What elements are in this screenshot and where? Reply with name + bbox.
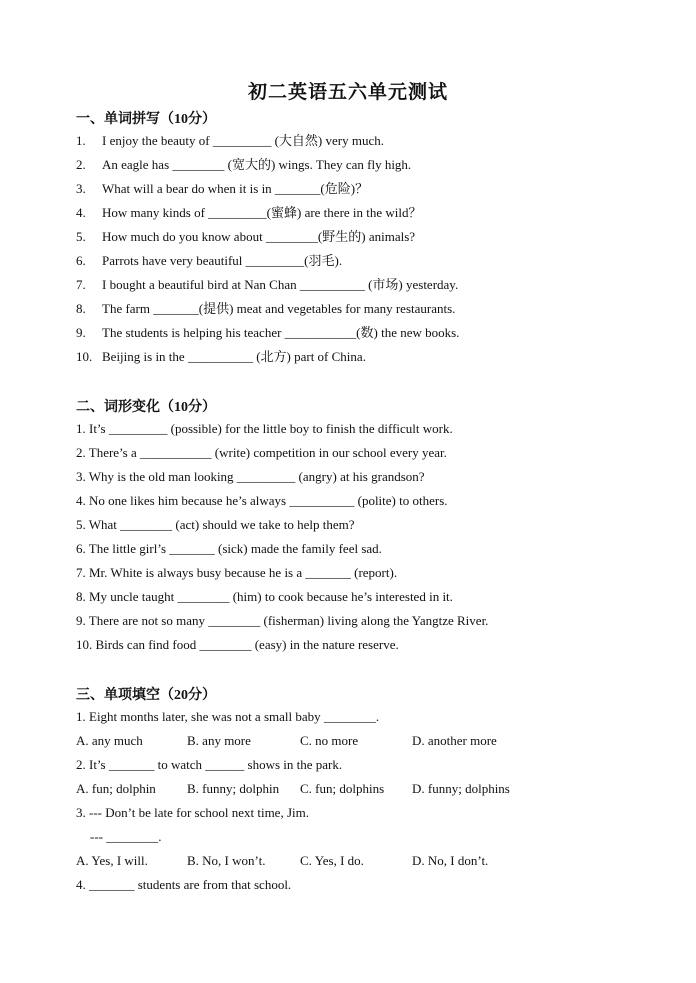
spelling-item [76,301,455,317]
word-form-item: 4. No one likes him because he’s always __________ (polite) to others. [76,493,448,508]
spelling-item [76,205,422,221]
item-number: 3. [76,181,86,196]
option-d: D. No, I don’t. [412,853,489,868]
word-form-item: 10. Birds can find food ________ (easy) in the nature reserve. [76,637,399,652]
word-form-item: 7. Mr. White is always busy because he is a _______ (report). [76,565,398,580]
word-form-item: 3. Why is the old man looking _________ (angry) at his grandson? [76,469,425,484]
question-1: 1. Eight months later, she was not a small baby ________. [76,709,380,724]
question-3: 3. --- Don’t be late for school next time, Jim. [76,805,309,820]
spelling-item [76,133,384,149]
page-title: 初二英语五六单元测试 [247,82,448,103]
word-form-item: 1. It’s _________ (possible) for the little boy to finish the difficult work. [76,421,453,436]
spelling-item [76,253,342,269]
option-c: C. no more [300,733,359,748]
word-form-item: 8. My uncle taught ________ (him) to cook because he’s interested in it. [76,589,453,604]
item-text: I bought a beautiful bird at Nan Chan __________ (市场) yesterday. [102,277,459,292]
option-c: C. fun; dolphins [300,781,385,796]
item-text: Parrots have very beautiful _________(羽毛). [102,253,343,268]
option-c: C. Yes, I do. [300,853,364,868]
word-form-item: 9. There are not so many ________ (fisherman) living along the Yangtze River. [76,613,489,628]
item-text: I enjoy the beauty of _________ (大自然) very much. [102,133,384,148]
question-3-reply: --- ________. [90,829,162,844]
item-number: 5. [76,229,86,244]
item-text: What will a bear do when it is in _______(危险)？ [102,181,369,196]
option-d: D. funny; dolphins [412,781,510,796]
word-form-item: 5. What ________ (act) should we take to help them? [76,517,355,532]
item-text: How much do you know about ________(野生的) animals? [102,229,416,244]
section-2-heading: 二、词形变化（10分） [76,400,216,415]
spelling-item [76,181,368,197]
option-b: B. funny; dolphin [187,781,280,796]
spelling-item [76,349,366,365]
item-number: 4. [76,205,86,220]
option-a: A. any much [76,733,143,748]
item-number: 8. [76,301,86,316]
question-4: 4. _______ students are from that school. [76,877,292,892]
item-number: 9. [76,325,86,340]
item-text: Beijing is in the __________ (北方) part of China. [102,349,366,364]
spelling-item [76,277,458,293]
item-text: How many kinds of _________(蜜蜂) are there in the wild？ [102,205,422,220]
option-a: A. fun; dolphin [76,781,156,796]
option-b: B. No, I won’t. [187,853,266,868]
spelling-item [76,229,415,245]
item-text: An eagle has ________ (宽大的) wings. They can fly high. [102,157,412,172]
section-1-heading: 一、单词拼写（10分） [76,112,216,127]
section-3-heading: 三、单项填空（20分） [76,688,216,703]
item-number: 2. [76,157,86,172]
word-form-item: 6. The little girl’s _______ (sick) made the family feel sad. [76,541,382,556]
item-number: 6. [76,253,86,268]
spelling-item [76,157,411,173]
item-text: The farm _______(提供) meat and vegetables for many restaurants. [102,301,456,316]
item-number: 1. [76,133,86,148]
spelling-item [76,325,459,341]
item-number: 7. [76,277,86,292]
question-2: 2. It’s _______ to watch ______ shows in the park. [76,757,343,772]
option-d: D. another more [412,733,497,748]
item-text: The students is helping his teacher ___________(数) the new books. [102,325,460,340]
option-a: A. Yes, I will. [76,853,148,868]
option-b: B. any more [187,733,251,748]
item-number: 10. [76,349,93,364]
word-form-item: 2. There’s a ___________ (write) competition in our school every year. [76,445,447,460]
